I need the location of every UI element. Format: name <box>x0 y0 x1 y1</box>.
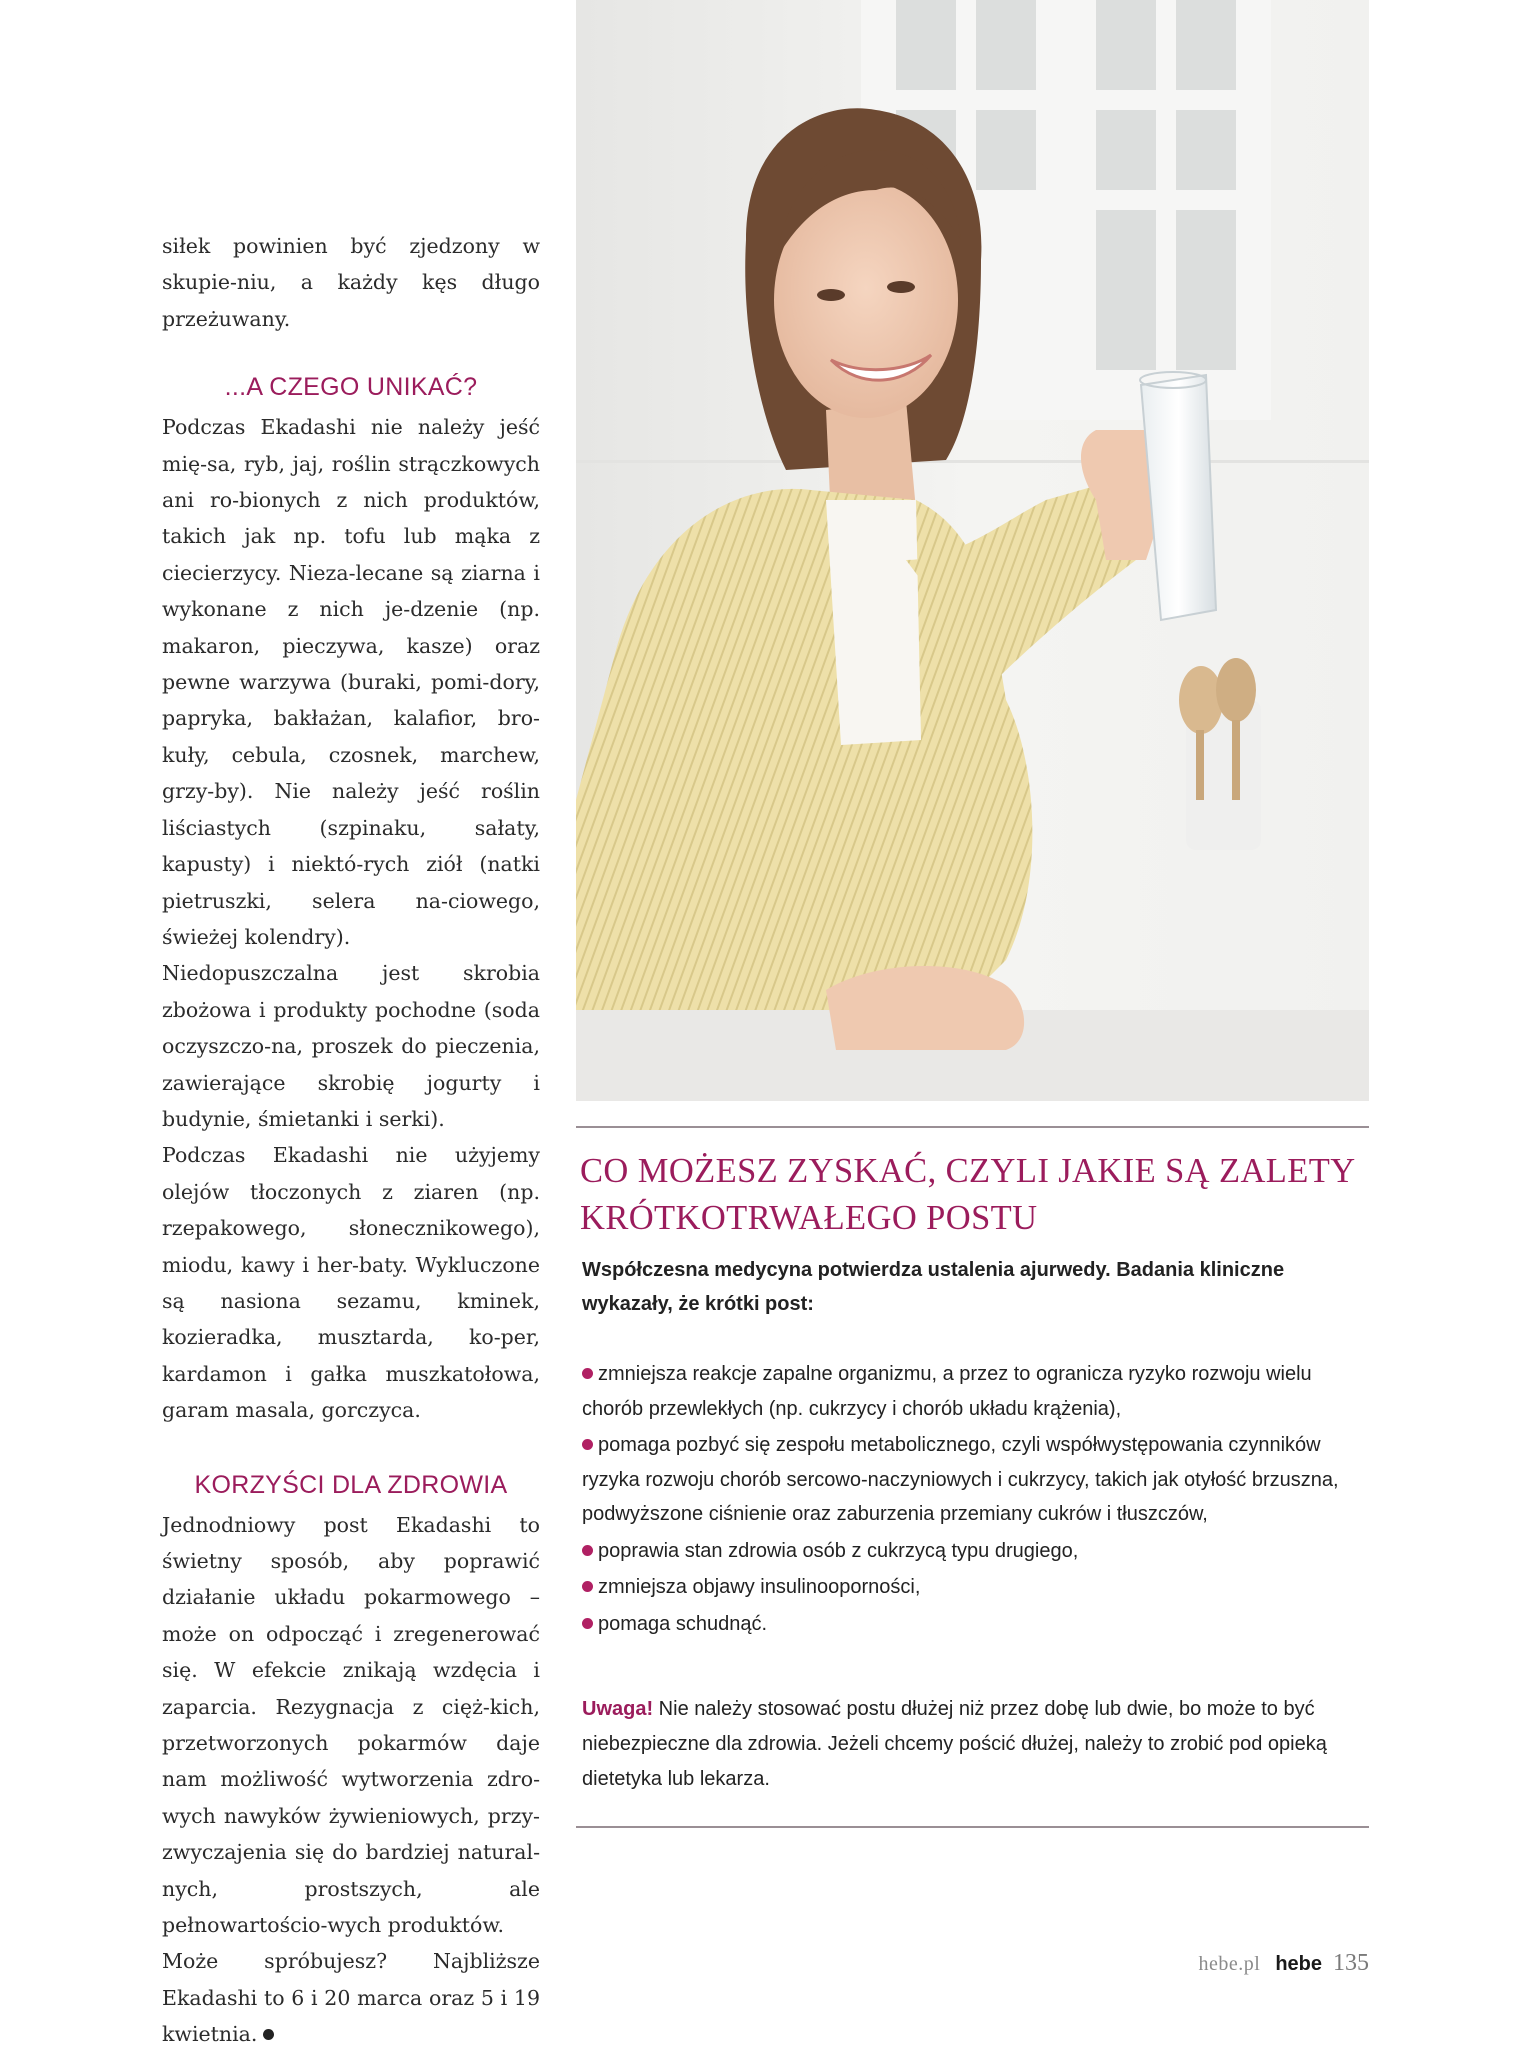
intro-paragraph: siłek powinien być zjedzony w skupie-niu, a każdy kęs długo przeżuwany. <box>162 234 540 331</box>
health-heading: KORZYŚCI DLA ZDROWIA <box>194 1470 508 1499</box>
bullet-icon <box>582 1368 593 1379</box>
box-top-rule <box>576 1126 1369 1128</box>
footer-brand-logo: hebe <box>1275 1953 1322 1975</box>
health-paragraph-2 <box>162 1943 540 2052</box>
page-footer <box>1199 1950 1370 1977</box>
photo-illustration <box>576 0 1369 1101</box>
box-bottom-rule <box>576 1826 1369 1828</box>
avoid-heading: ...A CZEGO UNIKAĆ? <box>224 373 478 402</box>
warning-text: Nie należy stosować postu dłużej niż przez dobę lub dwie, bo może to być niebezpieczne dla zdrowia. Jeżeli chcemy pościć dłużej, należy to zrobić pod opieką dietetyka lub lekarza. <box>582 1698 1327 1790</box>
list-item: poprawia stan zdrowia osób z cukrzycą typu drugiego, <box>582 1534 1372 1569</box>
woman-with-glass-photo <box>576 0 1369 1101</box>
health-paragraph-1: Jednodniowy post Ekadashi to świetny sposób, aby poprawić działanie układu pokarmowego – może on odpocząć i zregenerować się. W efekcie znikają wzdęcia i zaparcia. Rezygnacja z cięż-kich, przetworzonych pokarmów daje nam możliwość wytworzenia zdro-wych nawyków żywieniowych, przy-zwyczajenia się do bardziej natural-nych, prostszych, ale pełnowartościo-wych produktów. <box>162 1512 540 1938</box>
health-paragraph-2-text: Może spróbujesz? Najbliższe Ekadashi to 6 i 20 marca oraz 5 i 19 kwietnia. <box>162 1949 540 2047</box>
list-item: pomaga pozbyć się zespołu metabolicznego, czyli współwystępowania czynników ryzyka rozwoju chorób sercowo-naczyniowych i cukrzycy, takich jak otyłość brzuszna, podwyższone ciśnienie oraz zaburzenia przemiany cukrów i tłuszczów, <box>582 1434 1339 1525</box>
bullet-icon <box>582 1545 593 1556</box>
box-title: CO MOŻESZ ZYSKAĆ, CZYLI JAKIE SĄ ZALETY KRÓTKOTRWAŁEGO POSTU <box>580 1152 1355 1237</box>
avoid-paragraph-2: Niedopuszczalna jest skrobia zbożowa i produkty pochodne (soda oczyszczo-na, proszek do pieczenia, zawierające skrobię jogurty i budynie, śmietanki i serki). <box>162 961 540 1131</box>
list-item: zmniejsza reakcje zapalne organizmu, a przez to ogranicza ryzyko rozwoju wielu chorób przewlekłych (np. cukrzycy i chorób układu krążenia), <box>582 1363 1312 1420</box>
warning-note <box>582 1692 1372 1797</box>
bullet-icon <box>582 1581 593 1592</box>
box-lead: Współczesna medycyna potwierdza ustalenia ajurwedy. Badania kliniczne wykazały, że krótki post: <box>582 1259 1285 1315</box>
benefits-list <box>582 1357 1372 1643</box>
avoid-paragraph-1: Podczas Ekadashi nie należy jeść mię-sa, ryb, jaj, roślin strączkowych ani ro-bionych z nich produktów, takich jak np. tofu lub mąka z ciecierzycy. Nieza-lecane są ziarna i wykonane z nich je-dzenie (np. makaron, pieczywa, kasze) oraz pewne warzywa (buraki, pomi-dory, papryka, bakłażan, kalafior, bro-kuły, cebula, czosnek, marchew, grzy-by). Nie należy jeść roślin liściastych (szpinaku, sałaty, kapusty) i niektó-rych ziół (natki pietruszki, selera na-ciowego, świeżej kolendry). <box>162 415 540 949</box>
list-item: pomaga schudnąć. <box>582 1607 1372 1642</box>
left-column <box>162 228 540 2053</box>
bullet-icon <box>582 1618 593 1629</box>
list-item: zmniejsza objawy insulinooporności, <box>582 1570 1372 1605</box>
page-number: 135 <box>1333 1950 1369 1976</box>
article-end-icon <box>263 2029 274 2040</box>
bullet-icon <box>582 1439 593 1450</box>
warning-label: Uwaga! <box>582 1698 654 1720</box>
footer-site: hebe.pl <box>1198 1953 1261 1975</box>
avoid-paragraph-3: Podczas Ekadashi nie użyjemy olejów tłoczonych z ziaren (np. rzepakowego, słonecznikowego), miodu, kawy i her-baty. Wykluczone są nasiona sezamu, kminek, kozieradka, musztarda, ko-per, kardamon i gałka muszkatołowa, garam masala, gorczyca. <box>162 1143 540 1423</box>
